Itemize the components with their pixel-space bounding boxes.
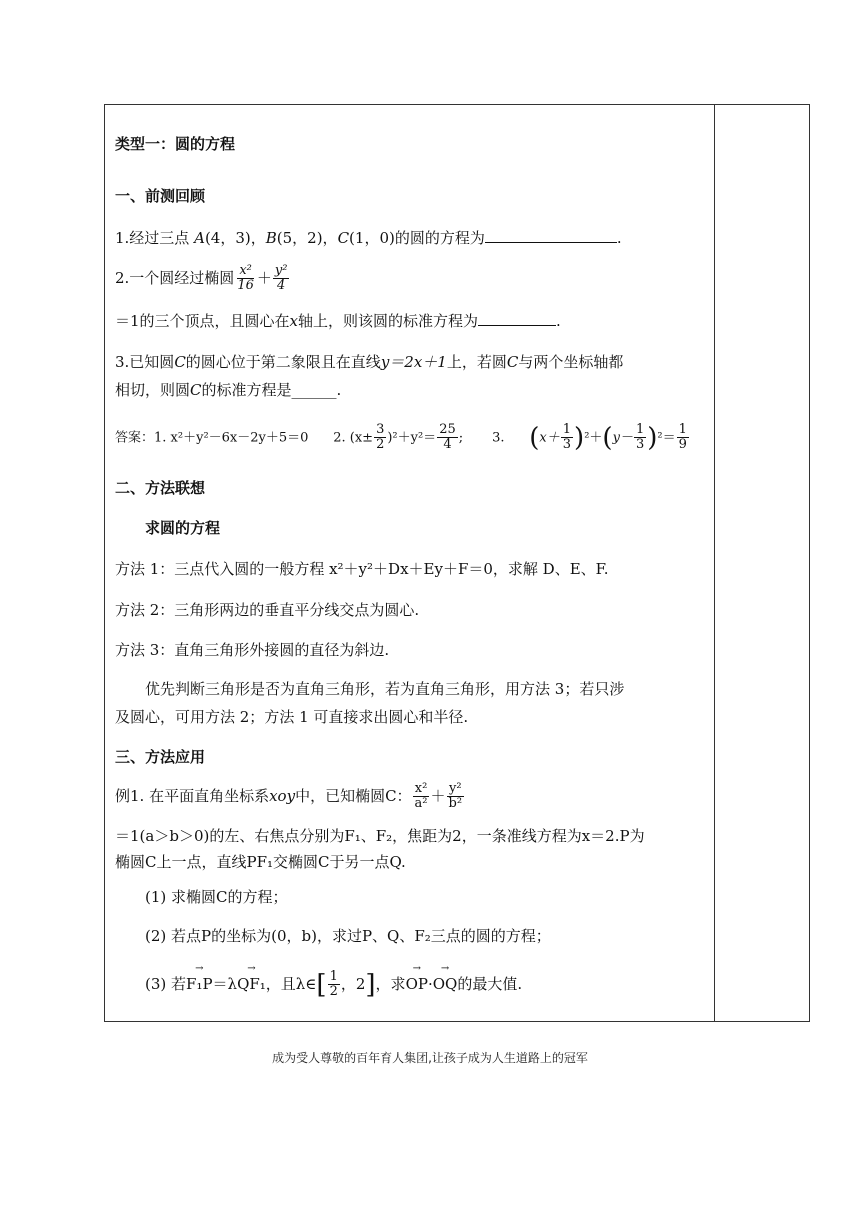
question-1: 1.经过三点 A(4，3)，B(5，2)，C(1，0)的圆的方程为 . [115,229,622,247]
answer-blank [478,312,556,326]
section-heading-application: 三、方法应用 [115,748,206,766]
sub-heading-review: 一、前测回顾 [115,187,206,205]
method-note-line1: 优先判断三角形是否为直角三角形，若为直角三角形，用方法 3；若只涉 [145,680,625,698]
example-line3: 椭圆C上一点，直线PF₁交椭圆C于另一点Q. [115,853,406,871]
example-line2: ＝1(a＞b＞0)的左、右焦点分别为F₁、F₂，焦距为2，一条准线方程为x＝2.P为 [115,827,645,845]
method-note-line2: 及圆心，可用方法 2；方法 1 可直接求出圆心和半径. [115,708,469,726]
question-2-line2: ＝1的三个顶点，且圆心在x轴上，则该圆的标准方程为 . [115,312,561,330]
method-2: 方法 2：三角形两边的垂直平分线交点为圆心. [115,601,420,619]
question-3-line1: 3.已知圆C的圆心位于第二象限且在直线y＝2x＋1上，若圆C与两个坐标轴都 [115,353,624,371]
section-heading: 类型一：圆的方程 [115,135,236,153]
method-1: 方法 1：三点代入圆的一般方程 x²＋y²＋Dx＋Ey＋F＝0，求解 D、E、F. [115,560,609,578]
fraction: $\frac{\text{y²}}{4}$ [274,263,288,294]
method-3: 方法 3：直角三角形外接圆的直径为斜边. [115,641,390,659]
page-footer: 成为受人尊敬的百年育人集团,让孩子成为人生道路上的冠军 [272,1051,588,1065]
section-heading-methods: 二、方法联想 [115,479,206,497]
question-2-line1: 2.一个圆经过椭圆 $\frac{\text{x²}}{16}$ ＋ $\frac{\text{y²}}{4}$ [115,263,288,294]
answer-blank [485,229,617,243]
fraction: $\frac{\text{x²}}{16}$ [237,263,254,294]
part-1: (1) 求椭圆C的方程； [145,888,288,906]
table-column-divider [714,104,715,1022]
answer-line: 答案：1. x²＋y²－6x－2y＋5＝0 2. (x± $\frac{3}{2}$ )²＋y²＝ $\frac{25}{4}$ ; 3. (x＋ $\frac{1}{3}$ )²＋(y－ $\frac{1}{3}$ )²＝ $\frac{1}{9}$ [115,422,687,453]
part-2: (2) 若点P的坐标为(0，b)，求过P、Q、F₂三点的圆的方程； [145,927,551,945]
example-line1: 例1. 在平面直角坐标系xoy中，已知椭圆C： $\frac{\text{x²}}{\text{a²}}$ ＋ $\frac{\text{y²}}{\text{b²}}$ [115,781,463,812]
part-3: (3) 若→ F₁P＝λ→ QF₁，且λ∈[ $\frac{1}{2}$ ，2]，求→ OP·→ OQ的最大值. [145,970,522,1000]
question-3-line2: 相切，则圆C的标准方程是______. [115,381,342,399]
method-sub-heading: 求圆的方程 [145,519,221,537]
